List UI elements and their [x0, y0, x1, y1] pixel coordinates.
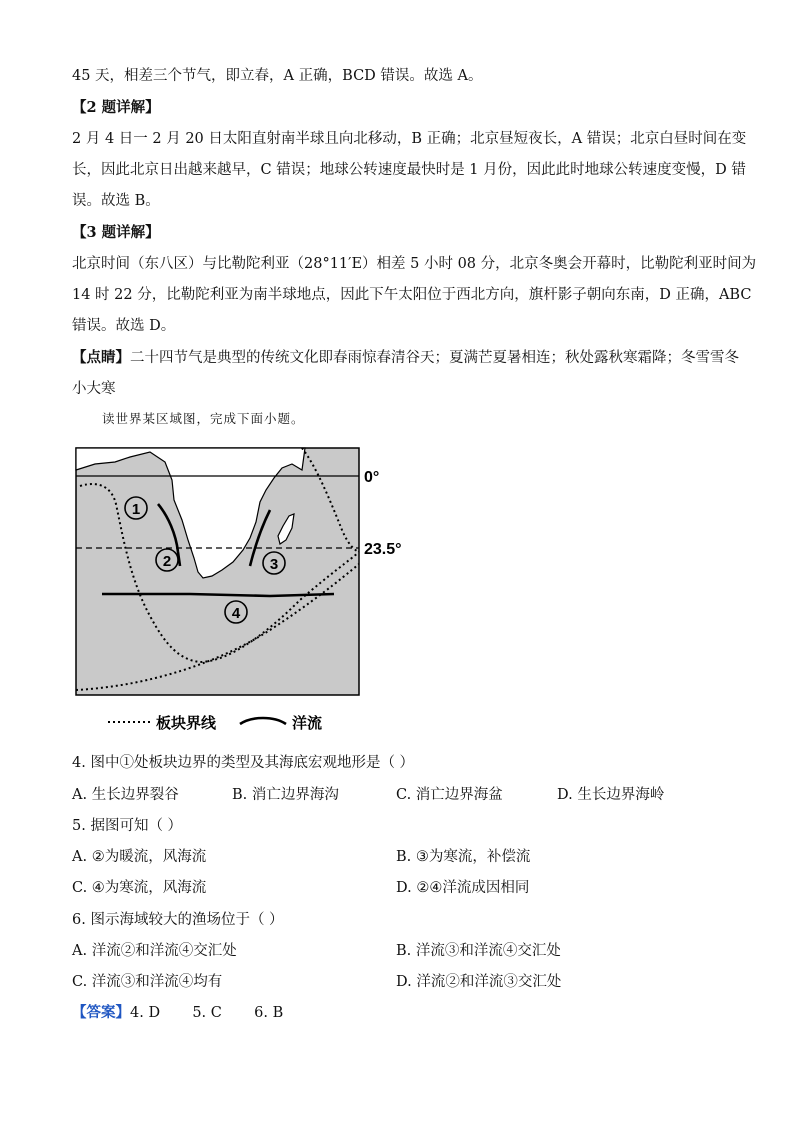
answer-values: 4. D 5. C 6. B [130, 1005, 284, 1021]
question-5-option-c[interactable]: C. ④为寒流，风海流 [72, 880, 207, 896]
question-4-option-c[interactable]: C. 消亡边界海盆 [396, 787, 503, 803]
answer-line [72, 1003, 283, 1023]
legend-plate-label: 板块界线 [156, 714, 217, 732]
legend-current-label: 洋流 [292, 714, 323, 732]
tip-tag: 【点睛】 [72, 349, 130, 366]
question-6-option-a[interactable]: A. 洋流②和洋流④交汇处 [72, 943, 237, 959]
question-4-stem: 4. 图中①处板块边界的类型及其海底宏观地形是（ ） [72, 755, 415, 771]
tip-text: 二十四节气是典型的传统文化即春雨惊春清谷天；夏满芒夏暑相连；秋处露秋寒霜降；冬雪雪冬 [130, 350, 739, 366]
tip-line-1 [72, 348, 739, 368]
answer-tag: 【答案】 [72, 1004, 130, 1021]
heading-q3-detail: 【3 题详解】 [72, 224, 160, 241]
question-6-option-d[interactable]: D. 洋流②和洋流③交汇处 [396, 974, 562, 990]
paragraph-2a: 2 月 4 日一 2 月 20 日太阳直射南半球且向北移动，B 正确；北京昼短夜长，A 错误；北京白昼时间在变 [72, 131, 747, 147]
figure-caption: 读世界某区域图，完成下面小题。 [102, 411, 305, 426]
region-map [70, 440, 402, 740]
latitude-label-0: 0° [364, 469, 380, 486]
question-4-option-a[interactable]: A. 生长边界裂谷 [72, 787, 179, 803]
question-5-option-d[interactable]: D. ②④洋流成因相同 [396, 880, 530, 896]
paragraph-2b: 长，因此北京日出越来越早，C 错误；地球公转速度最快时是 1 月份，因此此时地球公转速度变慢，D 错 [72, 162, 746, 178]
paragraph-3a: 北京时间（东八区）与比勒陀利亚（28°11′E）相差 5 小时 08 分，北京冬奥会开幕时，比勒陀利亚时间为 [72, 256, 757, 272]
question-5-option-b[interactable]: B. ③为寒流，补偿流 [396, 849, 531, 865]
svg-text:1: 1 [131, 501, 141, 518]
paragraph-2c: 误。故选 B。 [72, 193, 160, 209]
paragraph-3b: 14 时 22 分，比勒陀利亚为南半球地点，因此下午太阳位于西北方向，旗杆影子朝向东南，D 正确，ABC [72, 287, 752, 303]
question-6-option-b[interactable]: B. 洋流③和洋流④交汇处 [396, 943, 561, 959]
legend-current-swatch [240, 718, 286, 724]
question-6-option-c[interactable]: C. 洋流③和洋流④均有 [72, 974, 223, 990]
question-4-option-d[interactable]: D. 生长边界海岭 [557, 787, 665, 803]
question-6-stem: 6. 图示海域较大的渔场位于（ ） [72, 912, 284, 928]
paragraph-1: 45 天，相差三个节气，即立春，A 正确，BCD 错误。故选 A。 [72, 68, 483, 84]
question-5-option-a[interactable]: A. ②为暖流，风海流 [72, 849, 207, 865]
svg-text:4: 4 [231, 605, 241, 622]
question-5-stem: 5. 据图可知（ ） [72, 818, 183, 834]
svg-text:2: 2 [162, 553, 172, 570]
tip-line-2: 小大寒 [72, 381, 116, 397]
heading-q2-detail: 【2 题详解】 [72, 99, 160, 116]
paragraph-3c: 错误。故选 D。 [72, 318, 176, 334]
question-4-option-b[interactable]: B. 消亡边界海沟 [232, 787, 339, 803]
svg-text:3: 3 [269, 556, 279, 573]
latitude-label-23-5: 23.5° [364, 541, 402, 558]
